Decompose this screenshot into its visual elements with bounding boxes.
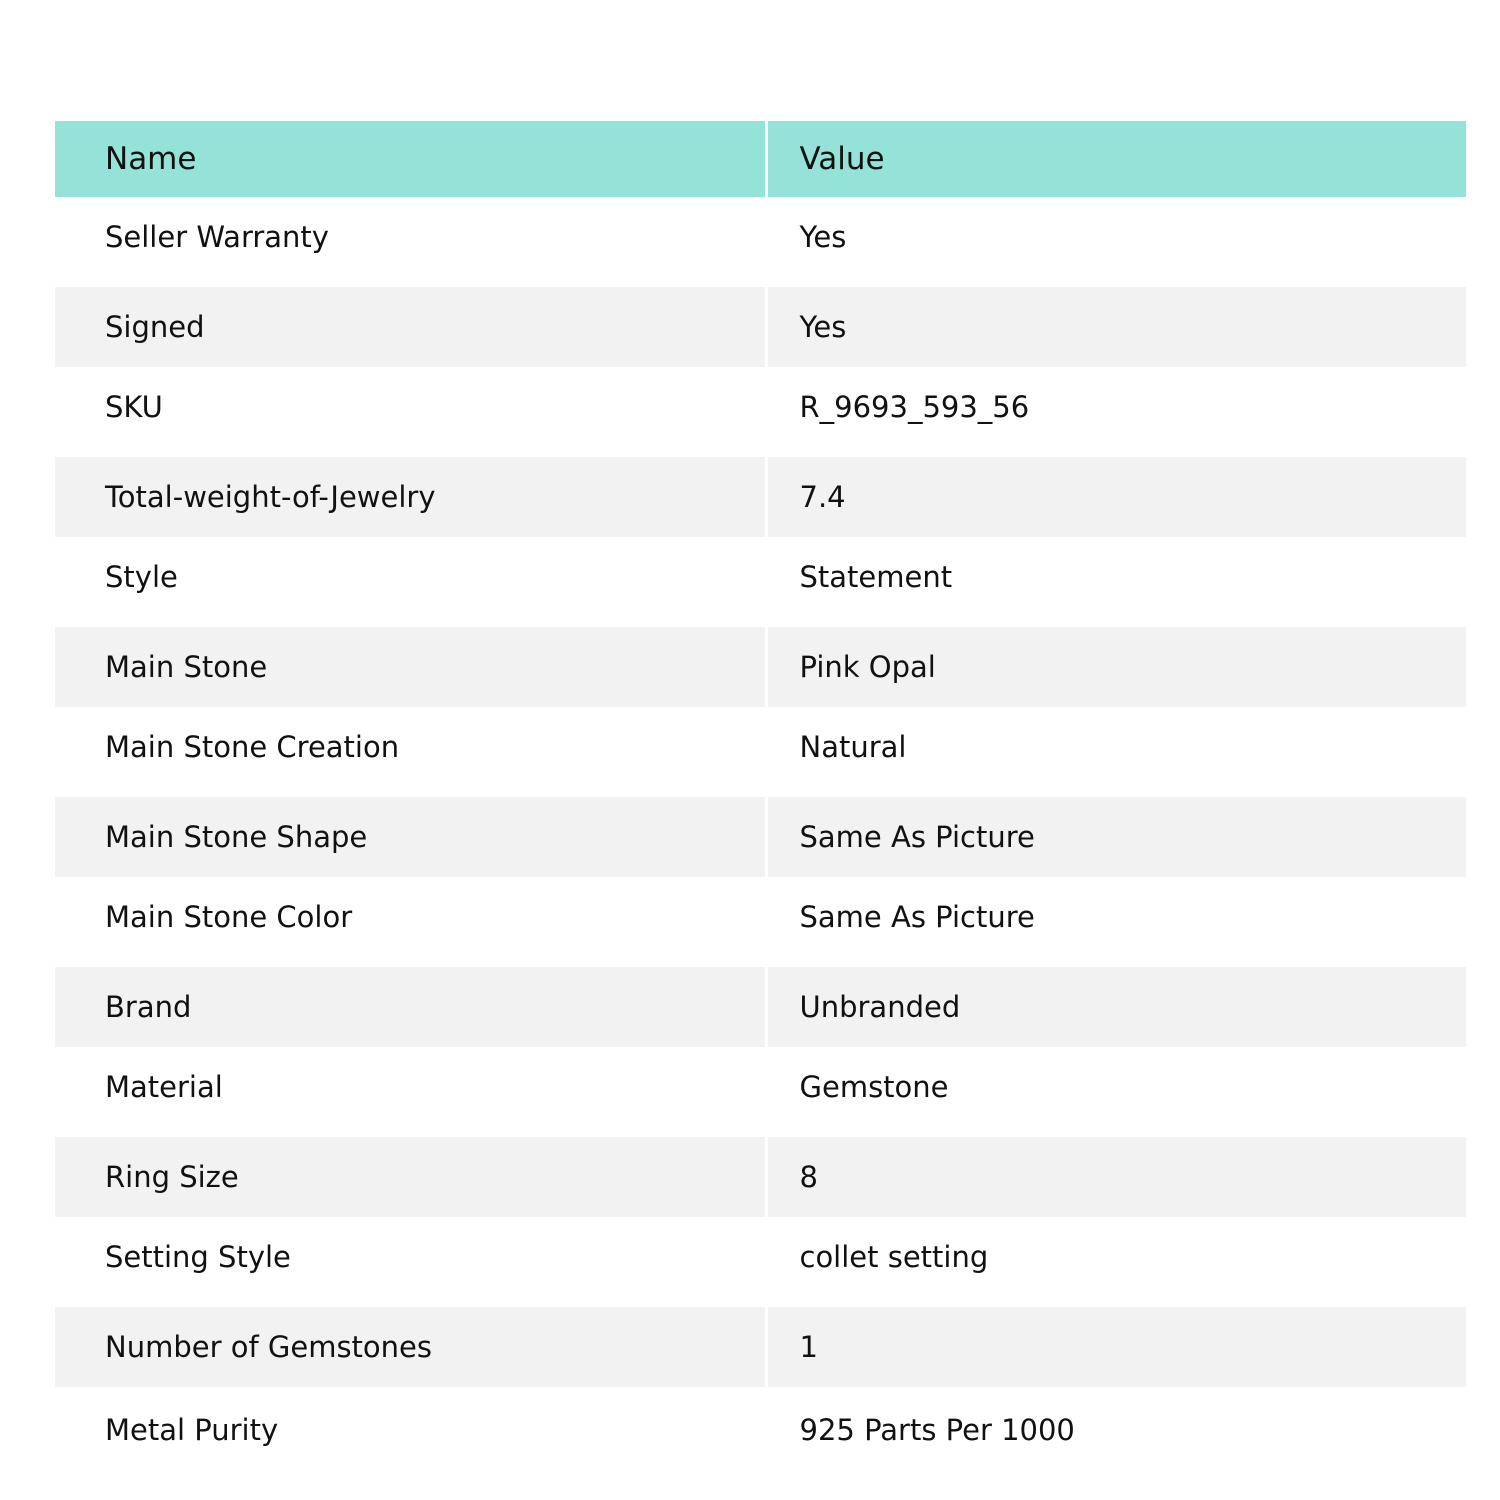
row-name: Main Stone Creation: [55, 707, 766, 792]
row-value: 8: [766, 1132, 1466, 1217]
row-value: Yes: [799, 220, 847, 255]
table-row: [55, 367, 1466, 452]
row-value: 7.4: [766, 452, 1466, 537]
row-name: Total-weight-of-Jewelry: [55, 452, 766, 537]
row-value: Same As Picture: [766, 792, 1466, 877]
table-row: [55, 962, 1466, 1047]
row-name: Main Stone: [55, 622, 766, 707]
row-name: Number of Gemstones: [55, 1302, 766, 1387]
row-name: Main Stone Color: [55, 877, 766, 962]
table-header-row: [55, 121, 1466, 197]
table-row: [55, 452, 1466, 537]
table-row: [55, 1217, 1466, 1302]
row-value: Same As Picture: [799, 900, 1035, 935]
row-value: Unbranded: [766, 962, 1466, 1047]
row-name: Metal Purity: [55, 1387, 766, 1472]
table-row: [55, 537, 1466, 622]
table-row: [55, 1387, 1466, 1472]
row-value: R_9693_593_56: [799, 390, 1030, 425]
header-name: Name: [55, 121, 766, 197]
header-value: Value: [799, 141, 885, 177]
row-name: SKU: [55, 367, 766, 452]
table-row: [55, 1132, 1466, 1217]
row-value: collet setting: [799, 1240, 989, 1275]
row-name: Brand: [55, 962, 766, 1047]
table-row: [55, 792, 1466, 877]
table-row: [55, 197, 1466, 282]
table-row: [55, 1047, 1466, 1132]
row-value: Statement: [799, 560, 953, 595]
item-specifics-table: [55, 121, 1466, 1472]
row-name: Style: [55, 537, 766, 622]
row-value: 1: [766, 1302, 1466, 1387]
row-name: Main Stone Shape: [55, 792, 766, 877]
table-row: [55, 877, 1466, 962]
row-name: Seller Warranty: [55, 197, 766, 282]
row-value: Gemstone: [799, 1070, 949, 1105]
table-row: [55, 622, 1466, 707]
row-name: Signed: [55, 282, 766, 367]
table-row: [55, 707, 1466, 792]
row-name: Ring Size: [55, 1132, 766, 1217]
row-value: Yes: [766, 282, 1466, 367]
row-name: Material: [55, 1047, 766, 1132]
table-row: [55, 1302, 1466, 1387]
row-value: Pink Opal: [766, 622, 1466, 707]
row-value: Natural: [799, 730, 907, 765]
row-value: 925 Parts Per 1000: [799, 1412, 1075, 1447]
row-name: Setting Style: [55, 1217, 766, 1302]
table-row: [55, 282, 1466, 367]
